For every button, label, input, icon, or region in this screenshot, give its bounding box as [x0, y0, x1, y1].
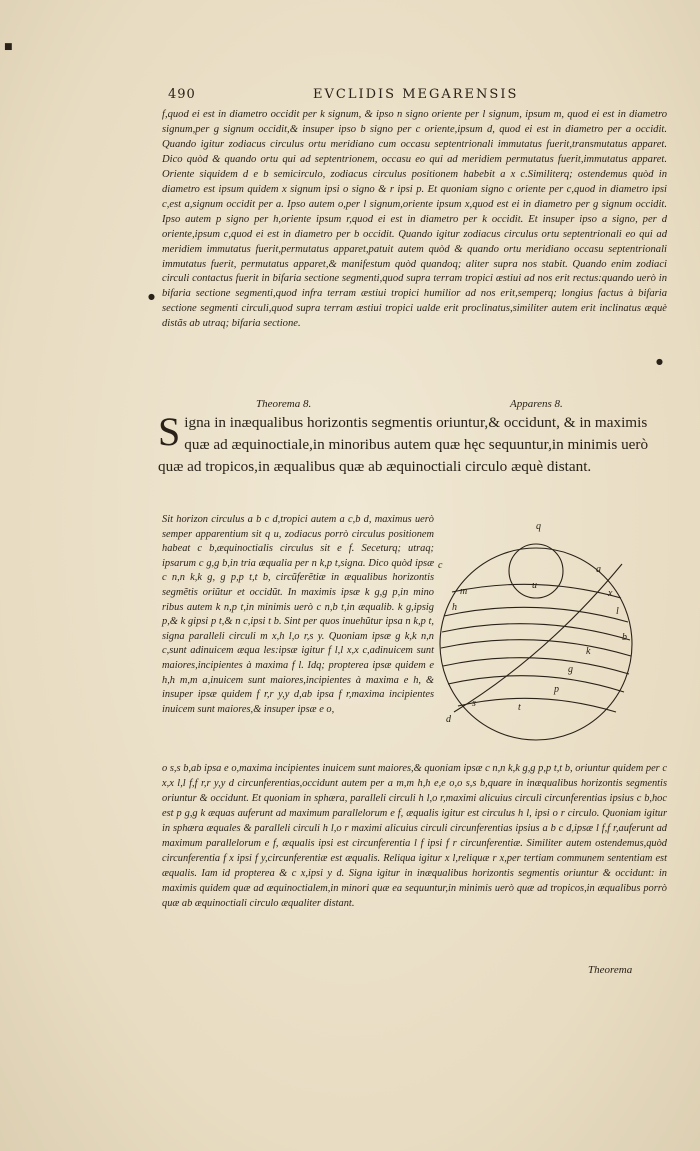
label-g: g [568, 664, 573, 675]
label-k: k [586, 646, 591, 657]
theorem-statement [158, 409, 670, 478]
label-s: s [472, 698, 476, 709]
drop-cap: S [158, 409, 181, 454]
label-p: p [554, 684, 559, 695]
apparens-label: Apparens 8. [510, 398, 563, 410]
tropic-bd [458, 698, 616, 712]
label-q: q [536, 521, 541, 532]
parallel-circle-sy [448, 676, 624, 692]
proof-text-bottom: o s,s b,ab ipsa e o,maxima incipientes inuicem sunt maiores,& quoniam ipsæ c n,n k,k g,g p,p t,t b, oriuntur quidem per c x,x l,l f,f r,r y,y d circunferentias,occidunt autem per a m,m h,h e,e o,o s,s b,quare in inæqualibus horizontis segmentis oriuntur & occidunt. Et quoniam in sphæra, paralleli circuli h l,o r,maximi alicuius circuli circunferentias ipsius c b,hoc est p g,g k æquas auferunt ad maximum parallelorum e f, æqualis igitur est circulus h l, ipsi o r circulo. Quoniam igitur in sphæra æquales & paralleli circuli h l,o r maximi alicuius circuli circunferentias ipsius a b c d,ipsæ l f,f r,auferunt ad maximum parallelorum e f, æqualis ipsi est circunferentia l f ipsi f r circunferentiæ. Similiter autem ostendemus,quòd circunferentia f x ipsi f y,circunferentiæ est æqualis. Reliqua igitur x l,reliquæ r x,per tertiam communem sententiam est æqualis. Iam id propterea & c x,ipsi y d. Signa igitur in inæqualibus horizontis segmentis oriuntur & occidunt: in maximis quidem quæ ad æquinoctialem,in minori quæ ea sequuntur,in minimis uerò quæ ad tropicos,in æqualibus porrò quæ ab æquinoctiali circulo æqualiter distant. [162, 763, 667, 909]
zodiac-circle [454, 564, 622, 712]
horizon-circle [440, 548, 632, 740]
margin-mark: ■ [4, 42, 13, 52]
theorem-label: Theorema 8. [256, 398, 312, 410]
label-c: c [438, 560, 443, 571]
running-title: EVCLIDIS MEGARENSIS [313, 87, 519, 102]
running-header [168, 87, 658, 107]
label-b: b [622, 632, 627, 643]
sphere-diagram [436, 516, 636, 746]
margin-bullet: ● [148, 292, 155, 301]
label-l: l [616, 606, 619, 617]
equinoctial-circle [441, 640, 631, 656]
statement-text: igna in inæqualibus horizontis segmentis oriuntur,& occidunt, & in maximis quæ ad æquinoctiale,in minoribus autem quæ hęc sequuntur,in minimis uerò quæ ad tropicos,in æqualibus quæ ab æquinoctiali circulo æquè distant. [158, 414, 649, 475]
label-h: h [452, 602, 457, 613]
label-u: u [532, 580, 537, 591]
parallel-circle-or [443, 658, 629, 674]
margin-bullet: ● [656, 357, 663, 366]
label-x: x [608, 588, 613, 599]
label-a: a [596, 564, 601, 575]
proof-text-top: Sit horizon circulus a b c d,tropici autem a c,b d, maximus uerò semper apparentium sit q u, zodiacus porrò circulus positionem habeat c b,æquinoctialis circulus sit e f. Seceturq; utraq; ipsarum c g,g b,in tria æqualia per n k,p t,signa. Dico quòd ipsæ c n,n k,k g, g p,p t,t b, circũferẽtiæ in æqualibus horizontis segmẽtis oriũtur et occidũt. In maximis ipsæ k g,g p,in mino ribus autem k n,p t,in minimis uerò c n,b t,in æqualib. k g,ipsig p,& k gipsi p t,& n c,ipsi t b. Sint per quos inuehũtur ipsa n k,p t, signa paralleli circuli m x,h l,o r,s y. Quoniam ipsæ g k,k n,n c,sunt adinuicem æqua les:ipsæ igitur f l,l x,x c,adinuicem sunt maiores,incipientes à maxima f l. Idq; propterea ipsæ quidem e h,h m,m a,inuicem sunt maiores,incipientes à maxima e h, & insuper ipsæ quidem f r,r y,y d,ab ipsa f r,maxima incipientes inuicem sunt maiores,& insuper ipsæ e o, [162, 514, 434, 715]
catchword: Theorema [588, 964, 633, 976]
label-d: d [446, 714, 451, 725]
body-paragraph: f,quod ei est in diametro occidit per k signum, & ipso n signo oriente per l signum, ipsum m, quod ei est in diametro signum,per g signum occidit,& insuper ipso b signo per c oriente,ipsum d, quod ei est in diametro per a occidit. Quando igitur zodiacus circulus ortu meridiano cum occasu septentrionali immutatus fuerit,transmutatus apparet. Dico quòd & quando ortu qui ad septentrionem, occasu eo qui ad meridiem permutatus fuerit,immutatus apparet. Oriente siquidem d e b semicirculo, zodiacus circulus positionem habebit a x c.Similiterq; ostendemus quòd in diametro est ipsum quidem x signum ipsi o signo & r ipsi p. Et quoniam signo c oriente per c,quod in diametro ipsi c,est a,signum occidit per a. Ipso autem o,per l signum,oriente ipsum x,quod est ei in diametro per g signum occidit. Ipso autem p signo per h,oriente ipsum r,quod ei est in diametro per k occidit. Et insuper ipso a signo, per d oriente,ipsum c,quod ei est in diametro per b occidit. Quando igitur zodiacus circulus ortu septentrionali eo qui ad meridiem immutatus fuerit,permutatus apparet,patuit autem quòd & quando ortu meridiano occasu septentrionali immutatus fuerit, permutatus apparet,& manifestum quòd quandoq; aliter supra nos stabit. Quando enim zodiaci circuli contactus fuerit in bifaria sectione segmenti,quod supra terram tropici æstiui ad nos erit rectus:quando uerò in bifaria sectione segmenti,quod infra terram æstiui tropici humilior ad nos erit,semperq; longius factus à bifaria sectione segmenti circuli,quod supra terram æstiui tropici ualde erit proclinatus,similiter autem erit inclinatus æquè distãs ab utraq; bifaria sectione. [162, 109, 667, 330]
parallel-circle-hl [442, 624, 630, 640]
parallel-circle-mx [444, 607, 628, 622]
label-m: m [460, 586, 468, 597]
label-t: t [518, 702, 521, 713]
page-number: 490 [168, 87, 196, 102]
